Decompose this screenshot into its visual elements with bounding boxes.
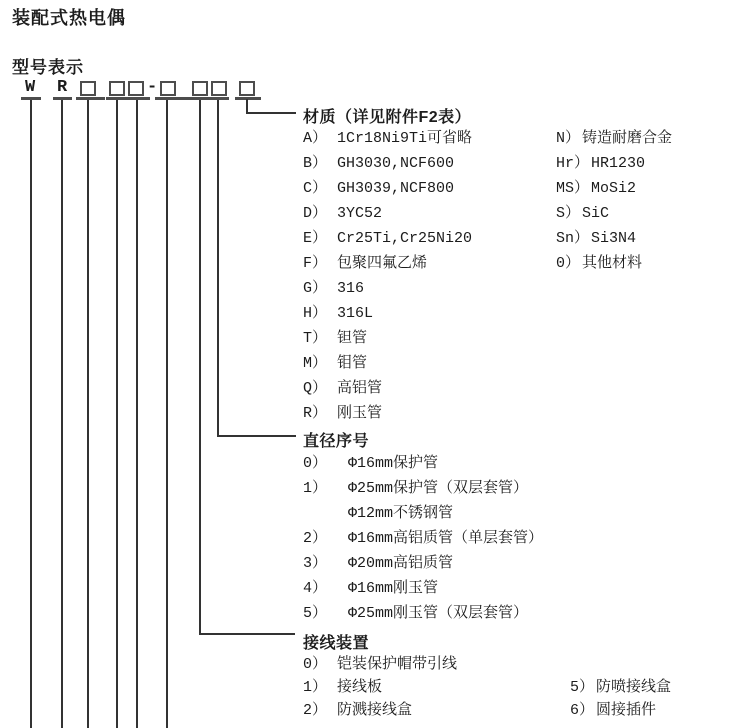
- terminal-item: [570, 676, 671, 699]
- diameter-item: [303, 551, 543, 576]
- item-code: D）: [303, 205, 328, 222]
- item-label: Φ25mm保护管（双层套管）: [348, 480, 529, 497]
- item-code: 0）: [303, 455, 328, 472]
- leader-line-box4: [166, 100, 168, 728]
- item-code: E）: [303, 230, 328, 247]
- item-code: M）: [303, 355, 328, 372]
- item-code: Hr）: [556, 155, 590, 172]
- item-label: SiC: [582, 205, 610, 222]
- item-code: 0）: [303, 656, 328, 673]
- item-label: Φ25mm刚玉管（双层套管）: [348, 605, 529, 622]
- item-label: 高铝管: [337, 380, 383, 397]
- item-label: GH3039,NCF800: [337, 180, 455, 197]
- diameter-item: [303, 476, 543, 501]
- item-code: Sn）: [556, 230, 590, 247]
- terminal-list-right: [570, 676, 671, 722]
- terminal-item: [570, 699, 671, 722]
- diameter-item: [303, 526, 543, 551]
- terminal-item: [303, 699, 457, 722]
- leader-line-terminal: [199, 100, 201, 635]
- underline-box1: [76, 97, 105, 100]
- material-item: [303, 201, 472, 226]
- item-label: Si3N4: [591, 230, 637, 247]
- diameter-item: [303, 601, 543, 626]
- item-label: 铠装保护帽带引线: [337, 656, 458, 673]
- material-list-left: [303, 126, 472, 426]
- terminal-item: [303, 676, 457, 699]
- item-label: 316L: [337, 305, 374, 322]
- material-item: [303, 326, 472, 351]
- item-label: 3YC52: [337, 205, 383, 222]
- item-code: 5）: [303, 605, 328, 622]
- material-item: [303, 276, 472, 301]
- item-code: 2）: [303, 702, 328, 719]
- item-code: F）: [303, 255, 328, 272]
- material-item: [303, 226, 472, 251]
- item-code: R）: [303, 405, 328, 422]
- item-label: 1Cr18Ni9Ti可省略: [337, 130, 473, 147]
- item-code: 6）: [570, 702, 595, 719]
- material-item: [556, 251, 672, 276]
- model-box-6: [211, 81, 227, 96]
- item-label: 接线板: [337, 679, 383, 696]
- model-hyphen: -: [147, 78, 158, 97]
- item-code: MS）: [556, 180, 590, 197]
- item-code: C）: [303, 180, 328, 197]
- diameter-item: [303, 576, 543, 601]
- material-item: [303, 176, 472, 201]
- section-title-terminal: 接线装置: [303, 635, 370, 652]
- item-code: 5）: [570, 679, 595, 696]
- item-label: Φ16mm刚玉管: [348, 580, 439, 597]
- leader-line-w: [30, 100, 32, 728]
- material-item: [303, 351, 472, 376]
- item-label: 其他材料: [582, 255, 643, 272]
- material-item: [556, 226, 672, 251]
- diameter-item: [303, 501, 543, 526]
- item-label: 包聚四氟乙烯: [337, 255, 428, 272]
- material-item: [303, 401, 472, 426]
- item-label: Cr25Ti,Cr25Ni20: [337, 230, 473, 247]
- item-label: Φ12mm不锈钢管: [348, 505, 454, 522]
- item-label: HR1230: [591, 155, 646, 172]
- material-item: [303, 126, 472, 151]
- item-label: GH3030,NCF600: [337, 155, 455, 172]
- item-code: 1）: [303, 480, 328, 497]
- model-box-3: [128, 81, 144, 96]
- item-code: 0）: [556, 255, 581, 272]
- item-code: 1）: [303, 679, 328, 696]
- material-item: [556, 126, 672, 151]
- item-label: 铸造耐磨合金: [582, 130, 673, 147]
- item-label: 316: [337, 280, 365, 297]
- leader-line-box2: [116, 100, 118, 728]
- material-list-right: [556, 126, 672, 276]
- item-code: 3）: [303, 555, 328, 572]
- model-box-1: [80, 81, 96, 96]
- underline-box2-3: [106, 97, 150, 100]
- material-item: [556, 151, 672, 176]
- item-label: 防溅接线盒: [337, 702, 413, 719]
- terminal-list-left: [303, 653, 457, 722]
- model-box-2: [109, 81, 125, 96]
- leader-hook-material: [246, 112, 296, 114]
- item-label: 圆接插件: [596, 702, 657, 719]
- material-item: [303, 151, 472, 176]
- item-label: Φ16mm保护管: [348, 455, 439, 472]
- item-label: 刚玉管: [337, 405, 383, 422]
- model-box-4: [160, 81, 176, 96]
- material-item: [556, 176, 672, 201]
- item-code: G）: [303, 280, 328, 297]
- item-label: 防喷接线盒: [596, 679, 672, 696]
- material-item: [556, 201, 672, 226]
- item-label: MoSi2: [591, 180, 637, 197]
- leader-line-r: [61, 100, 63, 728]
- item-code: 4）: [303, 580, 328, 597]
- section-title-diameter: 直径序号: [303, 433, 370, 450]
- diameter-list: [303, 451, 543, 626]
- leader-line-box1: [87, 100, 89, 728]
- item-code: B）: [303, 155, 328, 172]
- leader-hook-terminal: [199, 633, 295, 635]
- underline-box7: [235, 97, 261, 100]
- item-label: Φ20mm高铝质管: [348, 555, 454, 572]
- item-code: A）: [303, 130, 328, 147]
- page-title: 装配式热电偶: [12, 8, 126, 28]
- item-label: 钼管: [337, 355, 368, 372]
- model-letter-r: R: [57, 78, 68, 97]
- section-title-material: 材质（详见附件F2表）: [303, 109, 472, 126]
- item-code: S）: [556, 205, 581, 222]
- item-label: 钽管: [337, 330, 368, 347]
- material-item: [303, 301, 472, 326]
- terminal-item: [303, 653, 457, 676]
- item-code: 2）: [303, 530, 328, 547]
- model-designation-heading: 型号表示: [12, 58, 84, 77]
- leader-hook-diameter: [217, 435, 296, 437]
- model-box-7: [239, 81, 255, 96]
- diameter-item: [303, 451, 543, 476]
- leader-line-box3: [136, 100, 138, 728]
- model-box-5: [192, 81, 208, 96]
- item-label: Φ16mm高铝质管（单层套管）: [348, 530, 544, 547]
- model-letter-w: W: [25, 78, 36, 97]
- item-code: Q）: [303, 380, 328, 397]
- item-code: N）: [556, 130, 581, 147]
- leader-line-diameter: [217, 100, 219, 437]
- item-code: T）: [303, 330, 328, 347]
- material-item: [303, 376, 472, 401]
- item-code: H）: [303, 305, 328, 322]
- material-item: [303, 251, 472, 276]
